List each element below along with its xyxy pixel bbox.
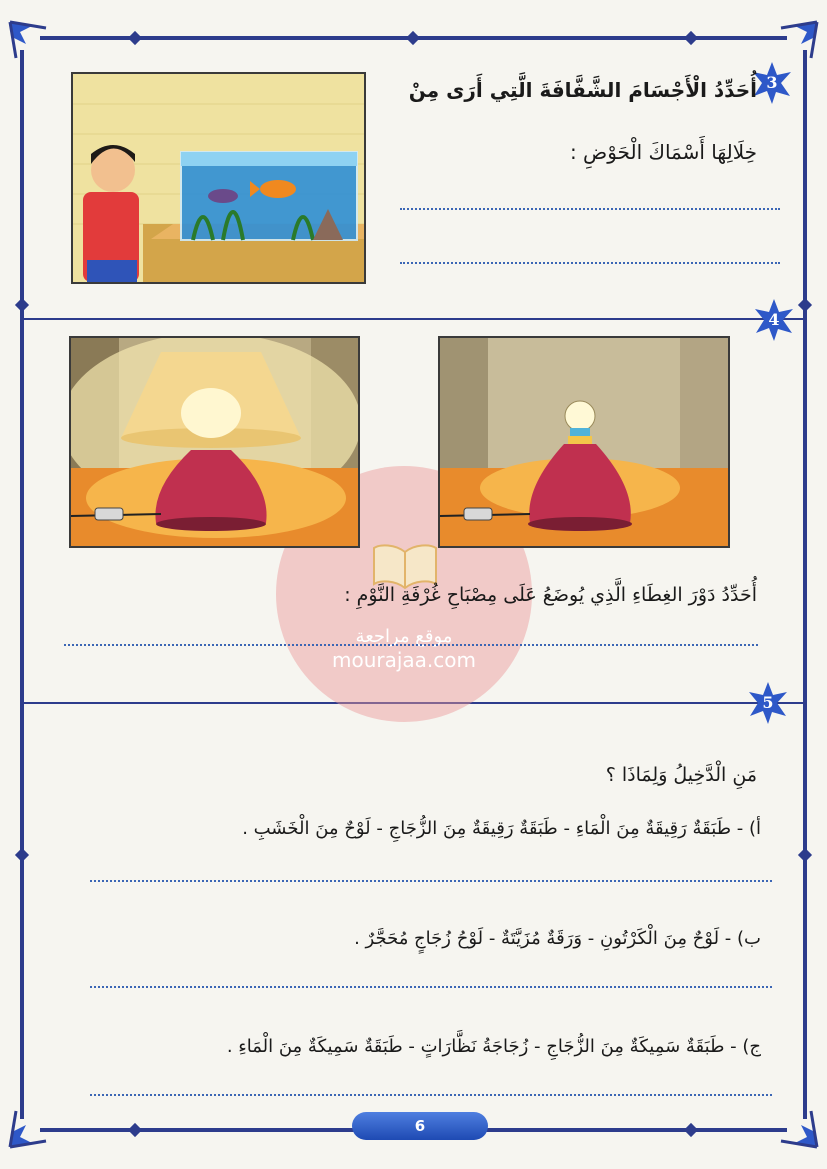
book-icon <box>370 540 440 590</box>
answer-line[interactable] <box>90 1094 772 1096</box>
corner-ornament-icon <box>6 18 52 64</box>
answer-line[interactable] <box>90 880 772 882</box>
question-number: 3 <box>766 72 778 92</box>
section-divider <box>24 318 803 320</box>
question-number: 5 <box>762 692 774 712</box>
answer-line[interactable] <box>64 644 758 646</box>
question-number: 4 <box>768 309 780 329</box>
corner-ornament-icon <box>6 1105 52 1151</box>
lamp-bare-bulb-image <box>438 336 730 548</box>
watermark-arabic: موقع مراجعة <box>355 626 453 647</box>
corner-ornament-icon <box>775 18 821 64</box>
option-b: ب) - لَوْحٌ مِنَ الْكَرْتُونِ - وَرَقَةٌ مُزَيَّتَةٌ - لَوْحُ زُجَاجٍ مُحَجَّرٌ . <box>354 928 761 949</box>
answer-line[interactable] <box>400 262 780 264</box>
option-c: ج) - طَبَقَةٌ سَمِيكَةٌ مِنَ الزُّجَاجِ - زُجَاجَةُ نَظَّارَاتٍ - طَبَقَةٌ سَمِيكَةٌ مِنَ الْمَاءِ . <box>226 1036 761 1057</box>
option-a: أ) - طَبَقَةٌ رَقِيقَةٌ مِنَ الْمَاءِ - طَبَقَةٌ رَقِيقَةٌ مِنَ الزُّجَاجِ - لَوْحٌ مِنَ الْخَشَبِ . <box>242 818 761 839</box>
lamp-with-shade-image <box>69 336 360 548</box>
page-number: 6 <box>352 1112 488 1140</box>
question-5: مَنِ الْدَّخِيلُ وَلِمَاذَا ؟ <box>605 764 757 786</box>
answer-line[interactable] <box>90 986 772 988</box>
watermark-latin: mourajaa.com <box>331 648 476 672</box>
answer-line[interactable] <box>400 208 780 210</box>
question-3-line1: أُحَدِّدُ الْأَجْسَامَ الشَّفَّافَةَ الَّتِي أَرَى مِنْ <box>408 78 757 102</box>
question-3-line2: خِلَالِهَا أَسْمَاكَ الْحَوْضِ : <box>569 140 757 164</box>
star-badge-icon <box>752 297 796 341</box>
star-badge-icon <box>746 680 790 724</box>
aquarium-image <box>71 72 366 284</box>
left-border <box>20 50 24 1119</box>
corner-ornament-icon <box>775 1105 821 1151</box>
question-4: أُحَدِّدُ دَوْرَ الغِطَاءِ الَّذِي يُوضَعُ عَلَى مِصْبَاحِ غُرْفَةِ النَّوْمِ : <box>344 584 757 606</box>
right-border <box>803 50 807 1119</box>
